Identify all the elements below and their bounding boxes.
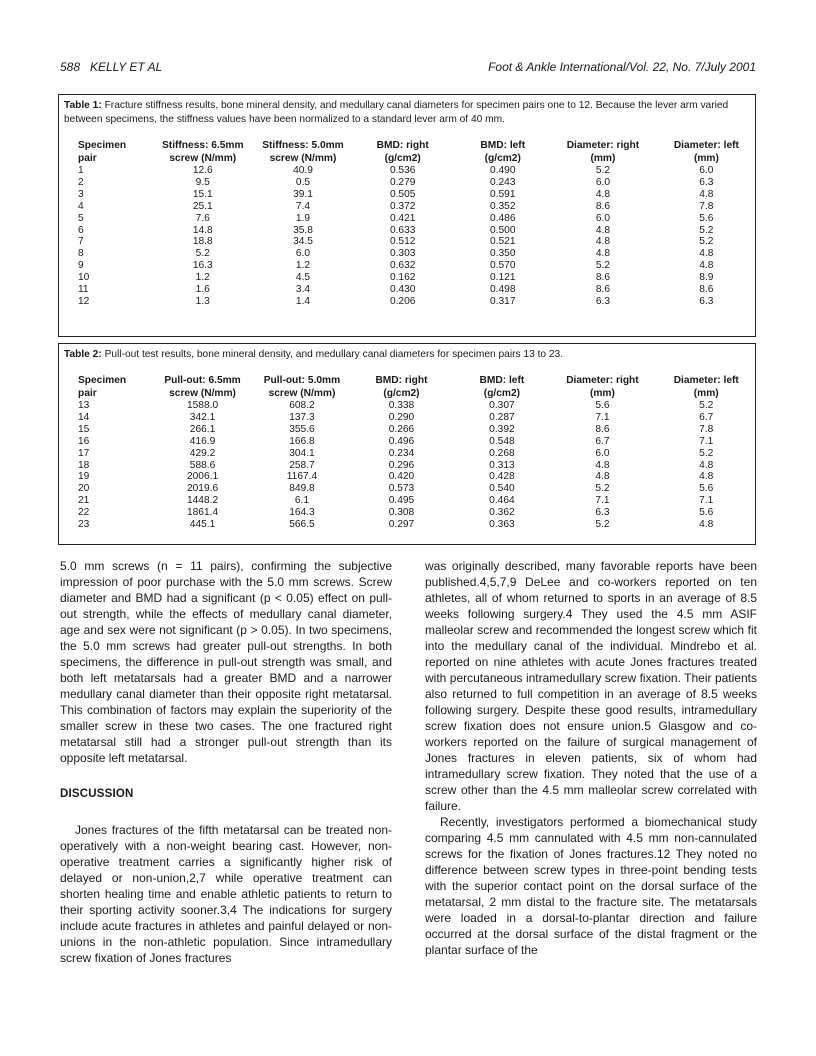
column-header: (mm) <box>693 387 719 399</box>
table-cell: 15 <box>78 423 90 435</box>
table-row <box>78 424 755 436</box>
table-cell: 6.0 <box>595 212 611 224</box>
table-cell: 566.5 <box>289 519 315 531</box>
table-cell: 0.573 <box>388 483 415 495</box>
table-cell: 0.313 <box>489 459 515 471</box>
table-cell: 6.3 <box>699 176 714 188</box>
table-cell: 0.296 <box>388 459 415 471</box>
table-row <box>78 471 755 483</box>
table-cell: 0.505 <box>389 188 416 200</box>
table-cell: 1.2 <box>195 272 210 284</box>
table-cell: 5.2 <box>699 400 714 411</box>
table-cell: 0.5 <box>295 176 311 188</box>
table-row <box>78 201 755 213</box>
table-cell: 1.9 <box>295 212 311 224</box>
table-cell: 0.363 <box>489 519 515 531</box>
table-cell: 6 <box>78 224 84 236</box>
table-cell: 7.1 <box>595 495 610 507</box>
right-column <box>425 558 757 958</box>
table-cell: 1167.4 <box>286 471 318 483</box>
column-header: BMD: left <box>479 375 525 386</box>
table-cell: 0.162 <box>389 272 416 284</box>
table-row <box>78 165 755 177</box>
table-cell: 0.540 <box>489 483 515 495</box>
discussion-heading: DISCUSSION <box>60 788 134 800</box>
column-header: Diameter: left <box>673 375 739 386</box>
left-paragraph-discussion: Jones fractures of the fifth metatarsal can be treated non-operatively with a non-weight bearing cast. However, non-operative treatment carries a significantly higher risk of delayed or non-union,2,7 while operative treatment can shorten healing time and enable athletic patients to return to their sporting activity sooner.3,4 The indications for surgery include acute fractures in athletes and painful delayed or non-unions in the non-athletic population. Since intramedullary screw fixation of Jones fractures <box>60 823 392 965</box>
table-cell: 4.8 <box>595 224 611 236</box>
table-cell: 0.430 <box>389 284 416 296</box>
table-cell: 18 <box>78 459 90 471</box>
table-cell: 7.1 <box>699 495 714 507</box>
table-cell: 13 <box>78 400 90 411</box>
column-header: screw (N/mm) <box>169 387 236 399</box>
table-cell: 0.308 <box>388 507 415 519</box>
table-cell: 16 <box>78 435 90 447</box>
table-cell: 1448.2 <box>186 495 219 507</box>
column-header: pair <box>78 387 97 399</box>
table-cell: 0.268 <box>489 447 515 459</box>
table-cell: 0.548 <box>489 435 515 447</box>
table-2-grid <box>78 375 755 531</box>
table-cell: 0.206 <box>389 295 416 307</box>
table-1-grid <box>78 140 755 308</box>
table-cell: 7 <box>78 236 84 248</box>
table-row <box>78 213 755 225</box>
table-cell: 4.5 <box>295 272 311 284</box>
table-row <box>78 460 755 472</box>
table-cell: 7.4 <box>295 200 311 212</box>
table-cell: 40.9 <box>293 165 313 176</box>
table-cell: 2006.1 <box>186 471 219 483</box>
table-cell: 1.2 <box>295 260 311 272</box>
table-cell: 0.512 <box>389 236 416 248</box>
column-header: Stiffness: 5.0mm <box>262 140 344 151</box>
column-header: Pull-out: 6.5mm <box>164 375 241 386</box>
table-cell: 0.243 <box>490 176 516 188</box>
table-cell: 4.8 <box>699 519 714 531</box>
table-cell: 7.8 <box>699 423 714 435</box>
table-cell: 5.2 <box>595 260 611 272</box>
table-cell: 3 <box>78 188 84 200</box>
table-cell: 0.372 <box>389 200 416 212</box>
table-cell: 0.303 <box>389 248 416 260</box>
table-cell: 342.1 <box>189 411 216 423</box>
table-row <box>78 236 755 248</box>
table-cell: 0.392 <box>489 423 515 435</box>
table-row <box>78 495 755 507</box>
column-header: (mm) <box>590 152 616 164</box>
table-cell: 0.362 <box>489 507 515 519</box>
table-cell: 0.297 <box>388 519 415 531</box>
left-paragraph-results: 5.0 mm screws (n = 11 pairs), confirming the subjective impression of poor purchase with the 5.0 mm screws. Screw diameter and BMD had a significant (p < 0.05) effect on pull-out strength, while the effects of medullary canal diameter, age and sex were not significant (p > 0.05). In two specimens, the 5.0 mm screws had greater pull-out strengths. In both specimens, the difference in pull-out strength was small, and both left metatarsals had a greater BMD and a narrower medullary canal diameter than their opposite right metatarsal. This combination of factors may explain the superiority of the smaller screw in these two cases. The one fractured right metatarsal still had a stronger pull-out strength than its opposite left metatarsal. <box>60 559 392 765</box>
table-cell: 14 <box>78 411 90 423</box>
table-cell: 0.464 <box>489 495 515 507</box>
table-cell: 18.8 <box>192 236 213 248</box>
table-cell: 21 <box>78 495 90 507</box>
table-cell: 429.2 <box>189 447 216 459</box>
left-column <box>60 558 392 966</box>
table-cell: 4.8 <box>699 471 714 483</box>
table-cell: 14.8 <box>192 224 213 236</box>
table-cell: 0.428 <box>489 471 515 483</box>
column-header: (g/cm2) <box>484 152 521 164</box>
table-cell: 0.495 <box>388 495 415 507</box>
column-header: Specimen <box>78 140 127 151</box>
right-paragraph-2: Recently, investigators performed a biomechanical study comparing 4.5 mm cannulated with 4.5 mm non-cannulated screws for the fixation of Jones fractures.12 They noted no difference between screw types in three-point bending tests with the superior contact point on the dorsal surface of the metatarsal, 2 mm distal to the fracture site. The metatarsals were loaded in a dorsal-to-plantar direction and failure occurred at the dorsal surface of the distal fragment or the plantar surface of the <box>425 815 757 957</box>
column-header: pair <box>78 152 97 164</box>
table-cell: 0.338 <box>388 400 415 411</box>
column-header: screw (N/mm) <box>269 152 337 164</box>
header-row <box>78 153 755 166</box>
table-cell: 0.121 <box>490 272 516 284</box>
table-cell: 4.8 <box>699 260 714 272</box>
table-cell: 5 <box>78 212 84 224</box>
table-cell: 8.6 <box>699 284 714 296</box>
table-row <box>78 436 755 448</box>
column-header: Pull-out: 5.0mm <box>263 375 341 386</box>
table-cell: 5.2 <box>699 224 714 236</box>
table-cell: 4.8 <box>595 236 611 248</box>
table-cell: 588.6 <box>189 459 216 471</box>
table-cell: 0.591 <box>490 188 516 200</box>
table-cell: 0.496 <box>388 435 415 447</box>
table-cell: 0.421 <box>389 212 416 224</box>
table-cell: 7.8 <box>699 200 714 212</box>
table-row <box>78 248 755 260</box>
table-cell: 9 <box>78 260 84 272</box>
table-row <box>78 519 755 531</box>
table-row <box>78 448 755 460</box>
table-cell: 6.0 <box>595 447 610 459</box>
table-cell: 22 <box>78 507 90 519</box>
table-cell: 0.266 <box>388 423 415 435</box>
table-2-label: Table 2: <box>64 349 102 360</box>
table-1 <box>58 94 756 337</box>
table-cell: 6.3 <box>699 295 714 307</box>
column-header: (g/cm2) <box>384 152 421 164</box>
column-header: screw (N/mm) <box>169 152 237 164</box>
table-cell: 5.2 <box>595 483 610 495</box>
table-cell: 164.3 <box>289 507 315 519</box>
table-row <box>78 284 755 296</box>
table-cell: 8.6 <box>595 200 611 212</box>
table-row <box>78 400 755 412</box>
table-cell: 39.1 <box>293 188 313 200</box>
column-header: BMD: right <box>375 375 428 386</box>
table-cell: 8.9 <box>699 272 714 284</box>
table-cell: 6.0 <box>595 176 611 188</box>
table-cell: 7.1 <box>699 435 714 447</box>
table-cell: 4 <box>78 200 84 212</box>
table-cell: 1.3 <box>195 295 210 307</box>
table-cell: 5.2 <box>699 236 714 248</box>
column-header: screw (N/mm) <box>268 387 336 399</box>
table-cell: 3.4 <box>295 284 311 296</box>
table-row <box>78 177 755 189</box>
table-row <box>78 260 755 272</box>
table-cell: 1861.4 <box>186 507 219 519</box>
table-cell: 0.632 <box>389 260 416 272</box>
table-cell: 20 <box>78 483 90 495</box>
table-row <box>78 272 755 284</box>
table-cell: 0.486 <box>490 212 516 224</box>
table-cell: 6.1 <box>294 495 310 507</box>
table-2-caption <box>64 348 752 362</box>
table-cell: 9.5 <box>195 176 210 188</box>
table-cell: 5.2 <box>595 165 611 176</box>
column-header: BMD: left <box>480 140 526 151</box>
table-row <box>78 189 755 201</box>
table-cell: 8.6 <box>595 284 611 296</box>
table-cell: 1588.0 <box>186 400 219 411</box>
table-cell: 4.8 <box>699 459 714 471</box>
page-number: 588 <box>60 60 81 74</box>
table-cell: 166.8 <box>289 435 315 447</box>
table-cell: 4.8 <box>595 248 611 260</box>
journal-citation: Foot & Ankle International/Vol. 22, No. 7/July 2001 <box>488 60 756 74</box>
header-row <box>78 388 755 401</box>
table-cell: 0.290 <box>388 411 415 423</box>
table-cell: 445.1 <box>189 519 216 531</box>
table-cell: 7.6 <box>195 212 210 224</box>
table-cell: 416.9 <box>189 435 216 447</box>
table-cell: 4.8 <box>699 188 714 200</box>
table-2 <box>58 343 756 545</box>
table-row <box>78 483 755 495</box>
running-head <box>60 60 756 78</box>
table-cell: 1.4 <box>295 295 311 307</box>
table-cell: 0.490 <box>490 165 516 176</box>
table-row <box>78 296 755 308</box>
table-cell: 23 <box>78 519 90 531</box>
table-cell: 8 <box>78 248 84 260</box>
column-header: Specimen <box>78 375 127 386</box>
header-row <box>78 140 755 153</box>
table-cell: 0.352 <box>490 200 516 212</box>
table-1-caption <box>64 99 752 126</box>
table-cell: 0.633 <box>389 224 416 236</box>
table-cell: 5.6 <box>699 212 714 224</box>
table-cell: 0.350 <box>490 248 516 260</box>
table-cell: 34.5 <box>293 236 313 248</box>
table-cell: 4.8 <box>595 188 611 200</box>
column-header: (g/cm2) <box>383 387 420 399</box>
column-header: Stiffness: 6.5mm <box>162 140 244 151</box>
table-cell: 17 <box>78 447 90 459</box>
column-header: Diameter: left <box>673 140 739 151</box>
table-cell: 12.6 <box>192 165 213 176</box>
table-cell: 6.7 <box>595 435 610 447</box>
table-1-caption-text: Fracture stiffness results, bone mineral density, and medullary canal diameters for specimen pairs one to 12. Because the lever arm varied between specimens, the stiffness values have been normalized to a standard lever arm of 40 mm. <box>64 100 729 125</box>
table-cell: 8.6 <box>595 272 611 284</box>
table-cell: 4.8 <box>595 459 610 471</box>
table-cell: 0.307 <box>489 400 515 411</box>
table-cell: 6.3 <box>595 507 610 519</box>
table-cell: 6.0 <box>699 165 714 176</box>
table-cell: 0.317 <box>490 295 516 307</box>
table-cell: 0.570 <box>490 260 516 272</box>
table-cell: 0.234 <box>388 447 415 459</box>
table-cell: 6.7 <box>699 411 714 423</box>
table-cell: 35.8 <box>293 224 313 236</box>
table-1-label: Table 1: <box>64 100 102 111</box>
table-cell: 2 <box>78 176 84 188</box>
table-cell: 5.6 <box>595 400 610 411</box>
table-cell: 0.536 <box>389 165 416 176</box>
table-cell: 12 <box>78 295 90 307</box>
table-cell: 10 <box>78 272 90 284</box>
running-authors: KELLY ET AL <box>90 60 163 74</box>
table-cell: 5.6 <box>699 507 714 519</box>
column-header: BMD: right <box>376 140 429 151</box>
table-cell: 608.2 <box>289 400 315 411</box>
table-cell: 266.1 <box>189 423 216 435</box>
table-cell: 16.3 <box>192 260 213 272</box>
table-cell: 15.1 <box>192 188 213 200</box>
table-cell: 6.3 <box>595 295 611 307</box>
table-cell: 0.498 <box>490 284 516 296</box>
table-cell: 0.521 <box>490 236 516 248</box>
table-row <box>78 225 755 237</box>
table-cell: 6.0 <box>295 248 311 260</box>
table-cell: 25.1 <box>192 200 213 212</box>
table-cell: 1.6 <box>195 284 210 296</box>
right-paragraph-1: was originally described, many favorable reports have been published.4,5,7,9 DeLee and co-workers reported on ten athletes, all of whom returned to sports in an average of 8.5 weeks following surgery.4 They used the 4.5 mm ASIF malleolar screw and recommended the longest screw which fit into the medullary canal of the individual. Mindrebo et al. reported on nine athletes with acute Jones fractures treated with percutaneous intramedullary screw fixation. Their patients also returned to full competition in an average of 8.5 weeks following surgery. Despite these good results, intramedullary screw fixation does not ensure union.5 Glasgow and co-workers reported on the failure of surgical management of Jones fractures in eleven patients, six of whom had intramedullary screw fixation. They noted that the use of a screw other than the 4.5 mm malleolar screw correlated with failure. <box>425 559 757 813</box>
column-header: Diameter: right <box>566 140 640 151</box>
table-cell: 5.2 <box>595 519 610 531</box>
table-cell: 2019.6 <box>186 483 219 495</box>
table-row <box>78 412 755 424</box>
table-cell: 5.6 <box>699 483 714 495</box>
table-cell: 258.7 <box>289 459 315 471</box>
header-row <box>78 375 755 388</box>
table-cell: 304.1 <box>289 447 315 459</box>
table-cell: 11 <box>78 284 89 296</box>
table-cell: 4.8 <box>699 248 714 260</box>
column-header: (mm) <box>589 387 615 399</box>
column-header: (g/cm2) <box>483 387 521 399</box>
table-cell: 8.6 <box>595 423 610 435</box>
table-cell: 0.500 <box>490 224 516 236</box>
table-row <box>78 507 755 519</box>
table-cell: 355.6 <box>289 423 315 435</box>
table-cell: 5.2 <box>195 248 210 260</box>
table-cell: 0.279 <box>389 176 416 188</box>
table-cell: 5.2 <box>699 447 714 459</box>
table-cell: 0.420 <box>388 471 415 483</box>
table-cell: 849.8 <box>289 483 315 495</box>
table-cell: 137.3 <box>289 411 315 423</box>
table-cell: 7.1 <box>595 411 610 423</box>
table-cell: 4.8 <box>595 471 610 483</box>
table-cell: 1 <box>78 165 84 176</box>
column-header: (mm) <box>693 152 719 164</box>
table-cell: 0.287 <box>489 411 515 423</box>
table-2-caption-text: Pull-out test results, bone mineral density, and medullary canal diameters for specimen pairs 13 to 23. <box>101 349 564 360</box>
table-cell: 19 <box>78 471 90 483</box>
column-header: Diameter: right <box>566 375 639 386</box>
